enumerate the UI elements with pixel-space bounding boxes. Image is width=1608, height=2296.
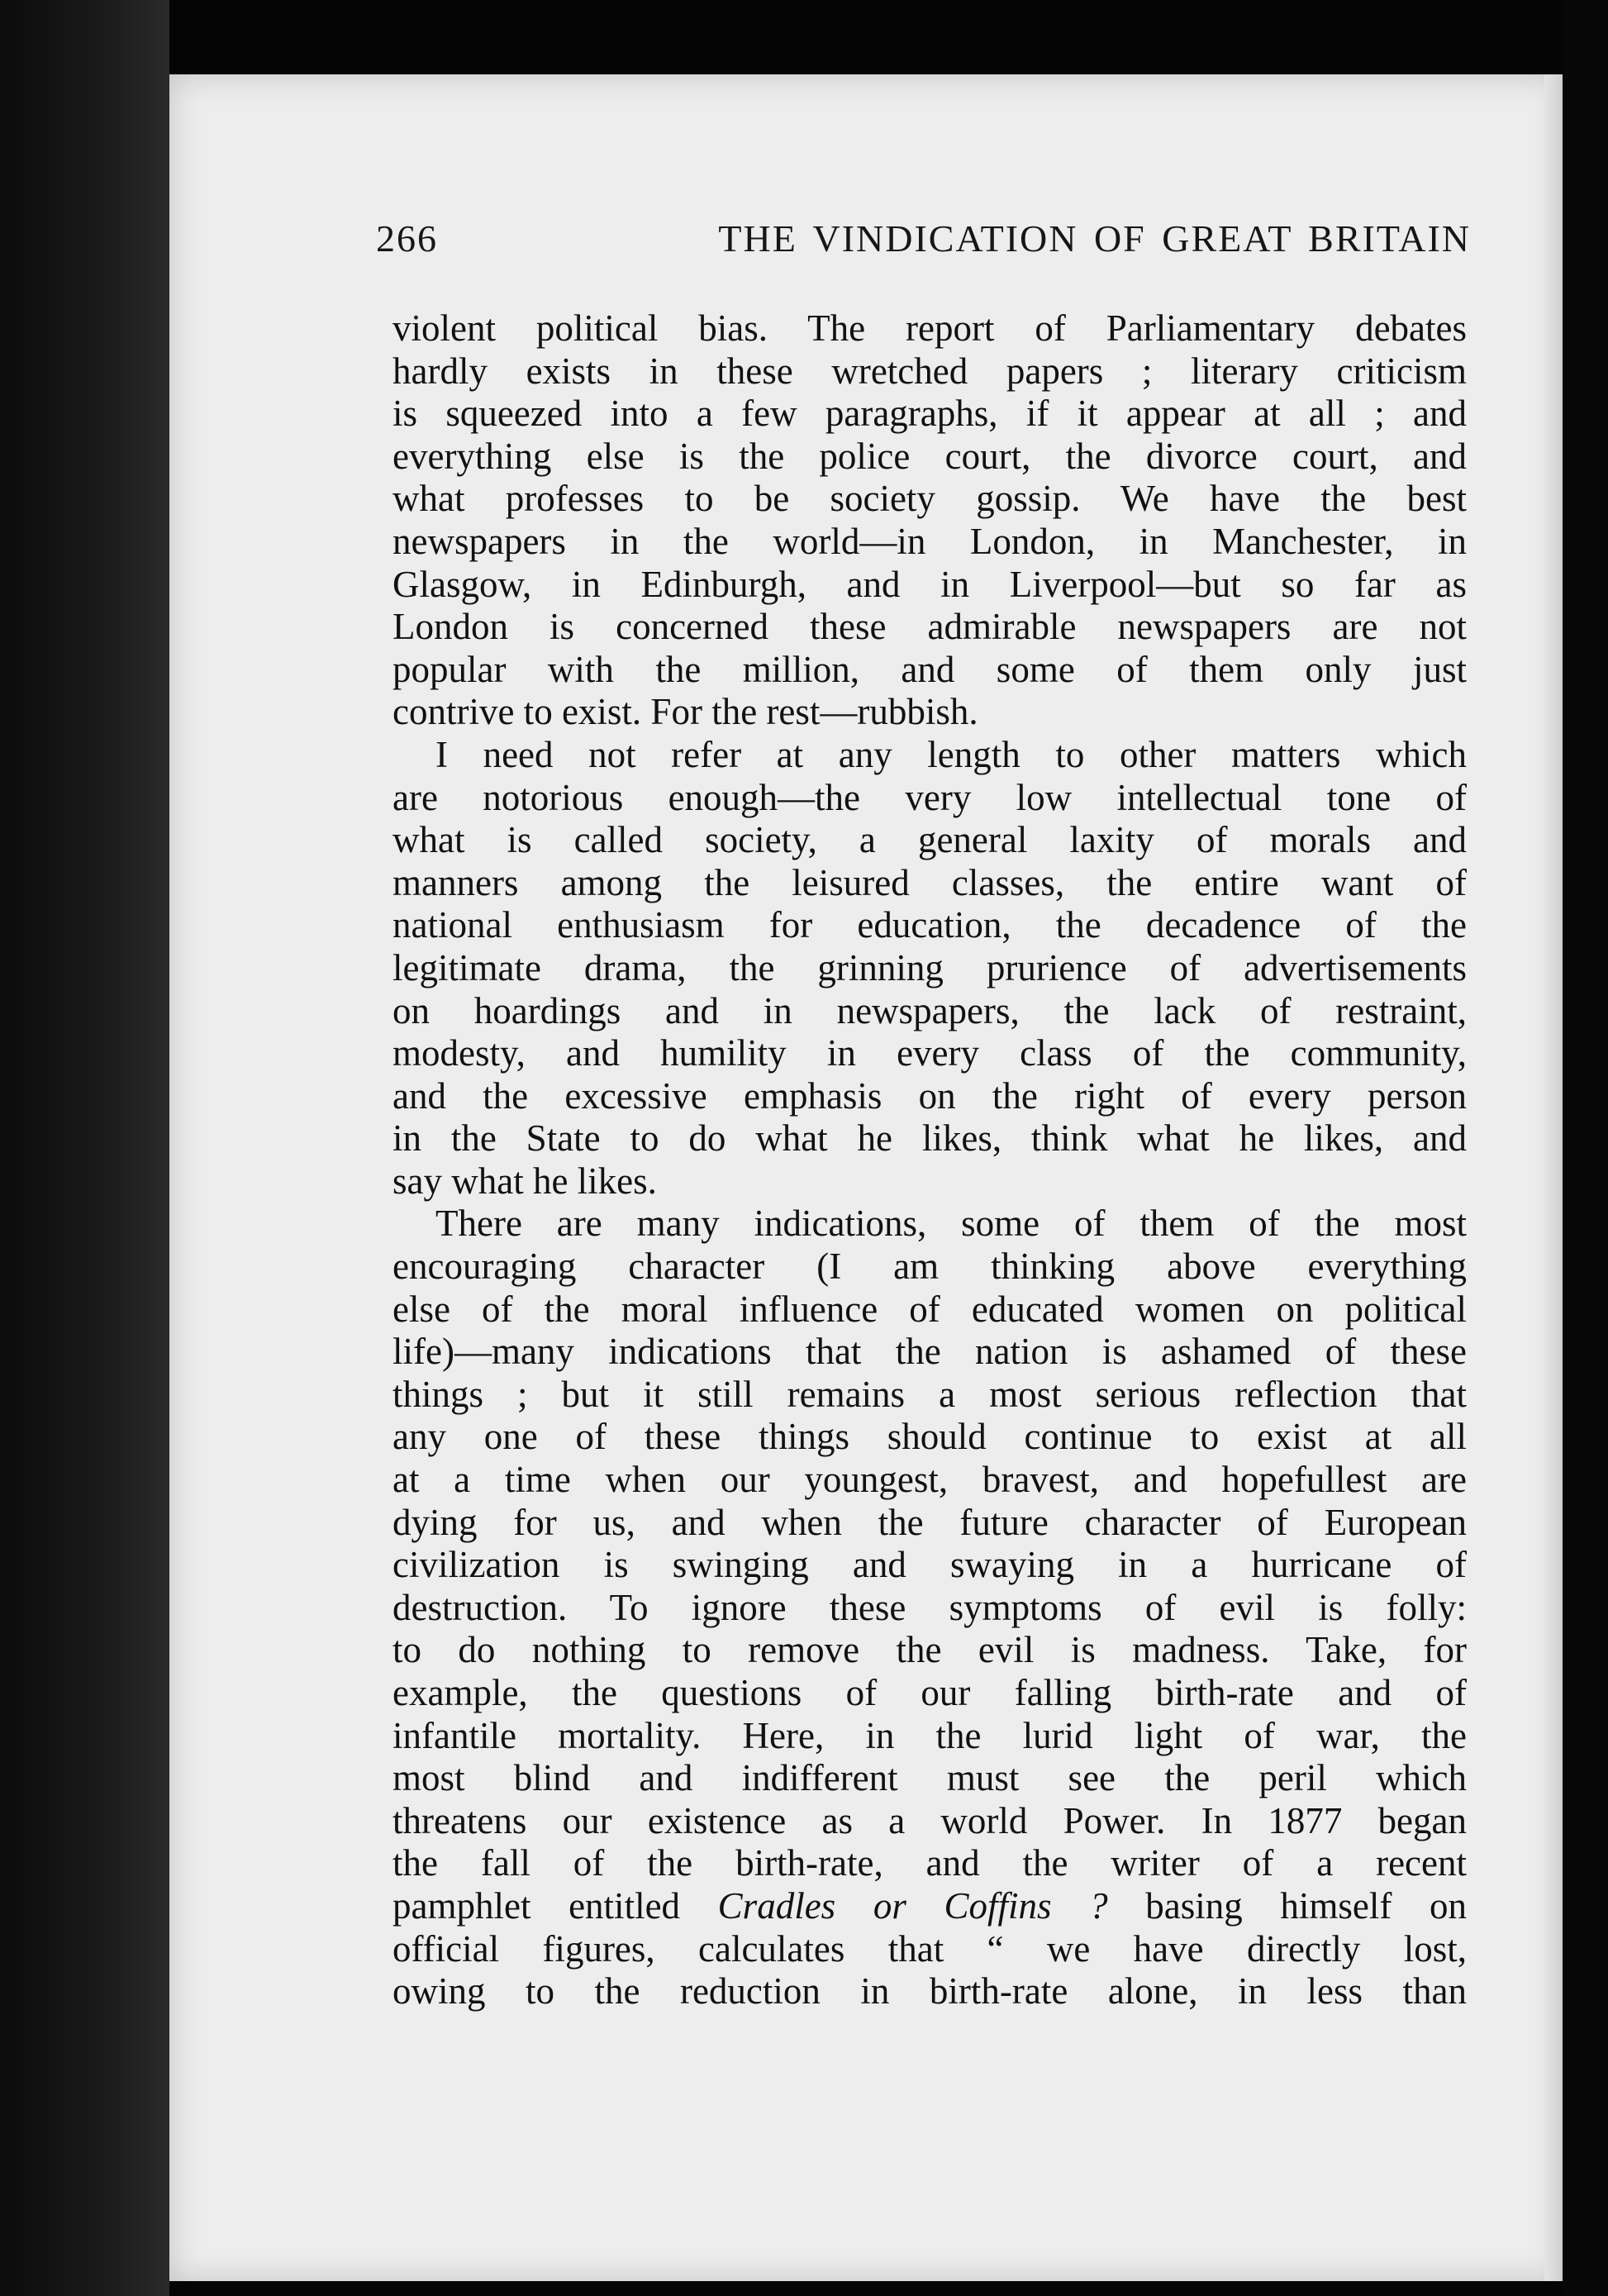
text-line: in the State to do what he likes, think what he likes, and xyxy=(392,1117,1467,1160)
text-line: most blind and indifferent must see the peril which xyxy=(392,1757,1467,1799)
text-line: what professes to be society gossip. We have the best xyxy=(392,478,1467,520)
text-line: modesty, and humility in every class of the community, xyxy=(392,1032,1467,1074)
text-line: are notorious enough—the very low intellectual tone of xyxy=(392,776,1467,818)
text-line: say what he likes. xyxy=(392,1160,657,1202)
text-fragment: basing himself on xyxy=(1107,1884,1467,1927)
text-line: at a time when our youngest, bravest, and hopefullest are xyxy=(392,1459,1467,1501)
text-line: is squeezed into a few paragraphs, if it appear at all ; and xyxy=(392,393,1467,435)
page-edge xyxy=(1544,74,1563,2281)
text-line: life)—many indications that the nation is ashamed of these xyxy=(392,1331,1467,1373)
text-line: hardly exists in these wretched papers ; literary criticism xyxy=(392,350,1467,392)
text-line: legitimate drama, the grinning prurience of advertisements xyxy=(392,946,1467,988)
text-line: example, the questions of our falling birth-rate and of xyxy=(392,1672,1467,1713)
text-fragment: pamphlet entitled xyxy=(392,1884,718,1927)
text-line: civilization is swinging and swaying in a hurricane of xyxy=(392,1544,1467,1586)
text-line: everything else is the police court, the divorce court, and xyxy=(392,435,1467,477)
text-line: manners among the leisured classes, the entire want of xyxy=(392,861,1467,903)
text-line: to do nothing to remove the evil is madness. Take, for xyxy=(392,1629,1467,1671)
text-line: owing to the reduction in birth-rate alone, in less than xyxy=(392,1970,1467,2013)
text-line: national enthusiasm for education, the decadence of the xyxy=(392,904,1467,946)
page-number: 266 xyxy=(376,217,438,260)
text-line: newspapers in the world—in London, in Manchester, in xyxy=(392,520,1467,562)
paragraph-start: There are many indications, some of them of the most xyxy=(435,1203,1467,1245)
text-line: any one of these things should continue to exist at all xyxy=(392,1416,1467,1458)
text-line: encouraging character (I am thinking above everything xyxy=(392,1246,1467,1288)
text-line-with-title xyxy=(392,1885,1467,1928)
text-line: on hoardings and in newspapers, the lack of restraint, xyxy=(392,989,1467,1031)
text-line: the fall of the birth-rate, and the writer of a recent xyxy=(392,1842,1467,1884)
book-spine xyxy=(0,0,169,2296)
text-line: popular with the million, and some of them only just xyxy=(392,648,1467,690)
text-line: dying for us, and when the future character of European xyxy=(392,1501,1467,1543)
page-header xyxy=(376,217,1471,283)
text-line: Glasgow, in Edinburgh, and in Liverpool—but so far as xyxy=(392,563,1467,605)
text-line: violent political bias. The report of Parliamentary debates xyxy=(392,307,1467,349)
text-line: London is concerned these admirable newspapers are not xyxy=(392,606,1467,648)
text-line: things ; but it still remains a most serious reflection that xyxy=(392,1373,1467,1415)
text-line: and the excessive emphasis on the right of every person xyxy=(392,1074,1467,1117)
running-head: THE VINDICATION OF GREAT BRITAIN xyxy=(718,217,1471,260)
text-line: official figures, calculates that “ we have directly lost, xyxy=(392,1927,1467,1970)
text-line: infantile mortality. Here, in the lurid light of war, the xyxy=(392,1714,1467,1756)
scan-border xyxy=(1563,0,1608,2296)
pamphlet-title: Cradles or Coffins ? xyxy=(717,1884,1108,1927)
text-line: contrive to exist. For the rest—rubbish. xyxy=(392,691,978,733)
text-line: threatens our existence as a world Power. In 1877 began xyxy=(392,1799,1467,1841)
body-text xyxy=(392,307,1467,2013)
text-line: destruction. To ignore these symptoms of evil is folly: xyxy=(392,1586,1467,1628)
paragraph-start: I need not refer at any length to other matters which xyxy=(435,733,1467,775)
text-line: else of the moral influence of educated women on political xyxy=(392,1288,1467,1330)
text-line: what is called society, a general laxity of morals and xyxy=(392,819,1467,861)
